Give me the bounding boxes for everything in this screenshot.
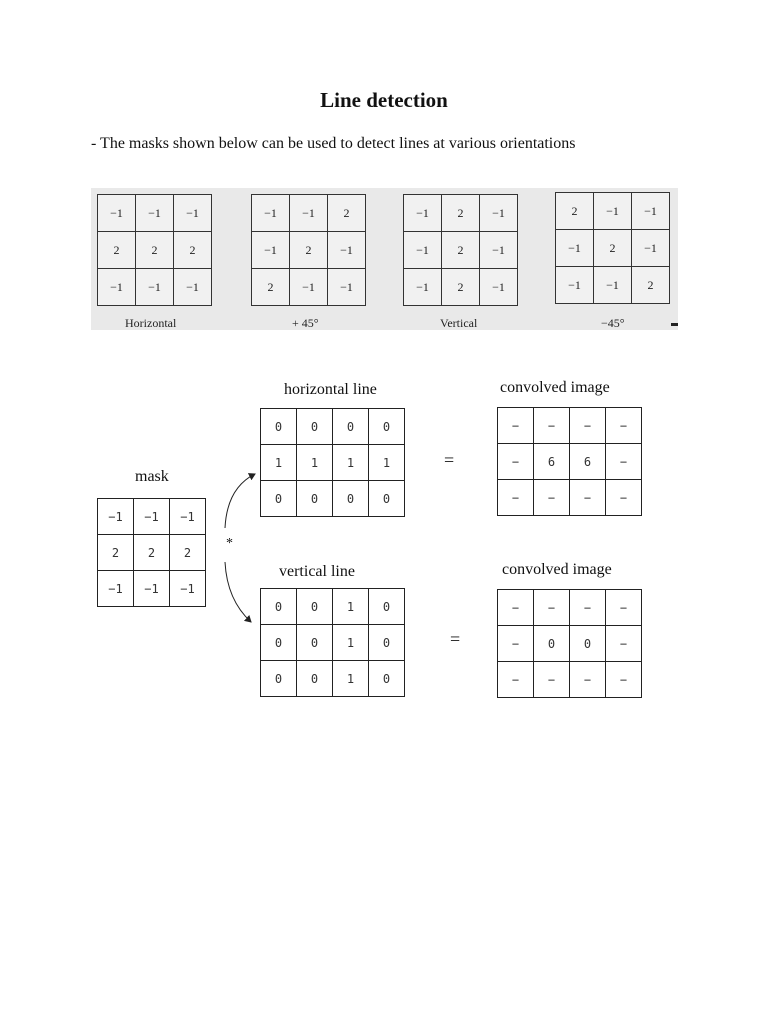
vertical-convolved-cell: − <box>534 662 570 698</box>
equals-symbol-bottom: = <box>450 629 461 649</box>
scanned-mask-cell: 2 <box>556 193 594 230</box>
scanned-mask-cell: 2 <box>632 267 670 304</box>
grid-row <box>98 269 212 306</box>
horizontal-line-label: horizontal line <box>284 381 377 398</box>
grid-row <box>98 535 206 571</box>
horizontal-line-cell: 0 <box>369 481 405 517</box>
vertical-line-cell: 1 <box>333 661 369 697</box>
scan-underline <box>671 323 678 326</box>
grid-row <box>261 625 405 661</box>
mask-cell: −1 <box>98 499 134 535</box>
grid-row <box>498 444 642 480</box>
scanned-mask-cell: 2 <box>98 232 136 269</box>
horizontal-line-cell: 0 <box>261 481 297 517</box>
scanned-mask-cell: −1 <box>594 193 632 230</box>
grid-row <box>98 232 212 269</box>
mask-cell: −1 <box>170 571 206 607</box>
mask-grid <box>97 498 206 607</box>
convolve-symbol: * <box>226 536 233 551</box>
grid-row <box>252 195 366 232</box>
mask-cell: 2 <box>170 535 206 571</box>
scanned-mask-grid <box>97 194 212 306</box>
horizontal-convolved-cell: − <box>570 480 606 516</box>
scanned-mask-cell: 2 <box>442 195 480 232</box>
grid-row <box>98 571 206 607</box>
vertical-line-cell: 0 <box>261 625 297 661</box>
vertical-convolved-grid <box>497 589 642 698</box>
vertical-convolved-cell: 0 <box>534 626 570 662</box>
grid-row <box>261 589 405 625</box>
mask-label: mask <box>135 468 169 485</box>
grid-row <box>498 408 642 444</box>
scanned-mask-cell: −1 <box>328 232 366 269</box>
vertical-convolved-cell: − <box>498 590 534 626</box>
page-title: Line detection <box>320 88 448 112</box>
grid-row <box>252 269 366 306</box>
scanned-mask-cell: 2 <box>252 269 290 306</box>
vertical-convolved-cell: − <box>606 662 642 698</box>
grid-row <box>252 232 366 269</box>
scanned-mask-cell: 2 <box>442 232 480 269</box>
horizontal-line-cell: 0 <box>261 409 297 445</box>
scanned-mask-grid <box>555 192 670 304</box>
scanned-mask-cell: −1 <box>480 195 518 232</box>
grid-row <box>556 267 670 304</box>
scanned-mask-cell: −1 <box>98 269 136 306</box>
horizontal-line-cell: 1 <box>333 445 369 481</box>
mask-cell: −1 <box>98 571 134 607</box>
grid-row <box>261 481 405 517</box>
horizontal-convolved-cell: − <box>606 480 642 516</box>
grid-row <box>98 195 212 232</box>
vertical-line-cell: 0 <box>261 661 297 697</box>
mask-cell: −1 <box>134 571 170 607</box>
horizontal-line-cell: 0 <box>297 409 333 445</box>
horizontal-convolved-cell: − <box>534 408 570 444</box>
scanned-mask-cell: −1 <box>252 195 290 232</box>
grid-row <box>261 445 405 481</box>
grid-row <box>404 232 518 269</box>
grid-row <box>498 590 642 626</box>
vertical-convolved-cell: − <box>534 590 570 626</box>
vertical-convolved-cell: − <box>570 590 606 626</box>
horizontal-line-grid <box>260 408 405 517</box>
vertical-line-cell: 1 <box>333 625 369 661</box>
scanned-mask-cell: −1 <box>556 267 594 304</box>
scanned-mask-cell: −1 <box>404 195 442 232</box>
scanned-mask-cell: −1 <box>480 232 518 269</box>
vertical-convolved-cell: − <box>498 662 534 698</box>
mask-cell: −1 <box>134 499 170 535</box>
horizontal-line-cell: 1 <box>261 445 297 481</box>
scanned-mask-cell: −1 <box>404 232 442 269</box>
scanned-mask-caption: Horizontal <box>125 316 177 330</box>
horizontal-convolved-cell: − <box>498 444 534 480</box>
scanned-mask-cell: −1 <box>556 230 594 267</box>
vertical-convolved-cell: − <box>570 662 606 698</box>
grid-row <box>498 626 642 662</box>
vertical-line-cell: 0 <box>297 589 333 625</box>
horizontal-convolved-cell: − <box>498 480 534 516</box>
vertical-line-grid <box>260 588 405 697</box>
vertical-result-label: convolved image <box>502 561 612 578</box>
mask-cell: 2 <box>134 535 170 571</box>
scanned-mask-cell: 2 <box>136 232 174 269</box>
convolution-arrows <box>215 470 265 630</box>
equals-symbol-top: = <box>444 450 455 470</box>
scanned-mask-cell: −1 <box>632 193 670 230</box>
scanned-mask-cell: 2 <box>328 195 366 232</box>
vertical-line-cell: 0 <box>369 661 405 697</box>
scanned-mask-grid <box>403 194 518 306</box>
horizontal-line-cell: 0 <box>297 481 333 517</box>
scanned-mask-cell: −1 <box>328 269 366 306</box>
scanned-mask-cell: −1 <box>480 269 518 306</box>
vertical-line-cell: 0 <box>261 589 297 625</box>
horizontal-line-cell: 0 <box>333 409 369 445</box>
scanned-mask-cell: −1 <box>174 195 212 232</box>
grid-row <box>261 661 405 697</box>
horizontal-convolved-cell: − <box>498 408 534 444</box>
scanned-mask-caption: −45° <box>601 316 625 330</box>
scanned-mask-cell: −1 <box>290 269 328 306</box>
horizontal-result-label: convolved image <box>500 379 610 396</box>
horizontal-convolved-cell: − <box>606 408 642 444</box>
vertical-convolved-cell: − <box>606 590 642 626</box>
grid-row <box>498 662 642 698</box>
horizontal-convolved-cell: 6 <box>534 444 570 480</box>
scanned-mask-cell: 2 <box>442 269 480 306</box>
mask-cell: −1 <box>170 499 206 535</box>
vertical-line-cell: 1 <box>333 589 369 625</box>
grid-row <box>498 480 642 516</box>
scanned-mask-cell: −1 <box>594 267 632 304</box>
mask-cell: 2 <box>98 535 134 571</box>
scanned-mask-cell: −1 <box>136 195 174 232</box>
scanned-mask-cell: −1 <box>404 269 442 306</box>
vertical-line-cell: 0 <box>297 625 333 661</box>
vertical-convolved-cell: − <box>498 626 534 662</box>
scanned-mask-cell: −1 <box>290 195 328 232</box>
vertical-line-cell: 0 <box>369 589 405 625</box>
scanned-mask-cell: 2 <box>594 230 632 267</box>
grid-row <box>556 193 670 230</box>
vertical-convolved-cell: − <box>606 626 642 662</box>
grid-row <box>98 499 206 535</box>
vertical-convolved-cell: 0 <box>570 626 606 662</box>
horizontal-convolved-grid <box>497 407 642 516</box>
horizontal-convolved-cell: − <box>606 444 642 480</box>
grid-row <box>404 269 518 306</box>
scanned-mask-cell: −1 <box>174 269 212 306</box>
scanned-mask-cell: −1 <box>632 230 670 267</box>
horizontal-line-cell: 0 <box>333 481 369 517</box>
vertical-line-label: vertical line <box>279 563 355 580</box>
intro-text: - The masks shown below can be used to detect lines at various orientations <box>91 135 576 152</box>
horizontal-convolved-cell: 6 <box>570 444 606 480</box>
horizontal-convolved-cell: − <box>570 408 606 444</box>
scanned-mask-grid <box>251 194 366 306</box>
scanned-mask-cell: −1 <box>136 269 174 306</box>
grid-row <box>261 409 405 445</box>
horizontal-line-cell: 1 <box>297 445 333 481</box>
grid-row <box>404 195 518 232</box>
vertical-line-cell: 0 <box>369 625 405 661</box>
scanned-mask-caption: + 45° <box>292 316 319 330</box>
grid-row <box>556 230 670 267</box>
horizontal-convolved-cell: − <box>534 480 570 516</box>
scanned-masks-figure <box>91 188 678 330</box>
scanned-mask-caption: Vertical <box>440 316 478 330</box>
vertical-line-cell: 0 <box>297 661 333 697</box>
scanned-mask-cell: 2 <box>290 232 328 269</box>
horizontal-line-cell: 0 <box>369 409 405 445</box>
scanned-mask-cell: 2 <box>174 232 212 269</box>
scanned-mask-cell: −1 <box>252 232 290 269</box>
scanned-mask-cell: −1 <box>98 195 136 232</box>
horizontal-line-cell: 1 <box>369 445 405 481</box>
